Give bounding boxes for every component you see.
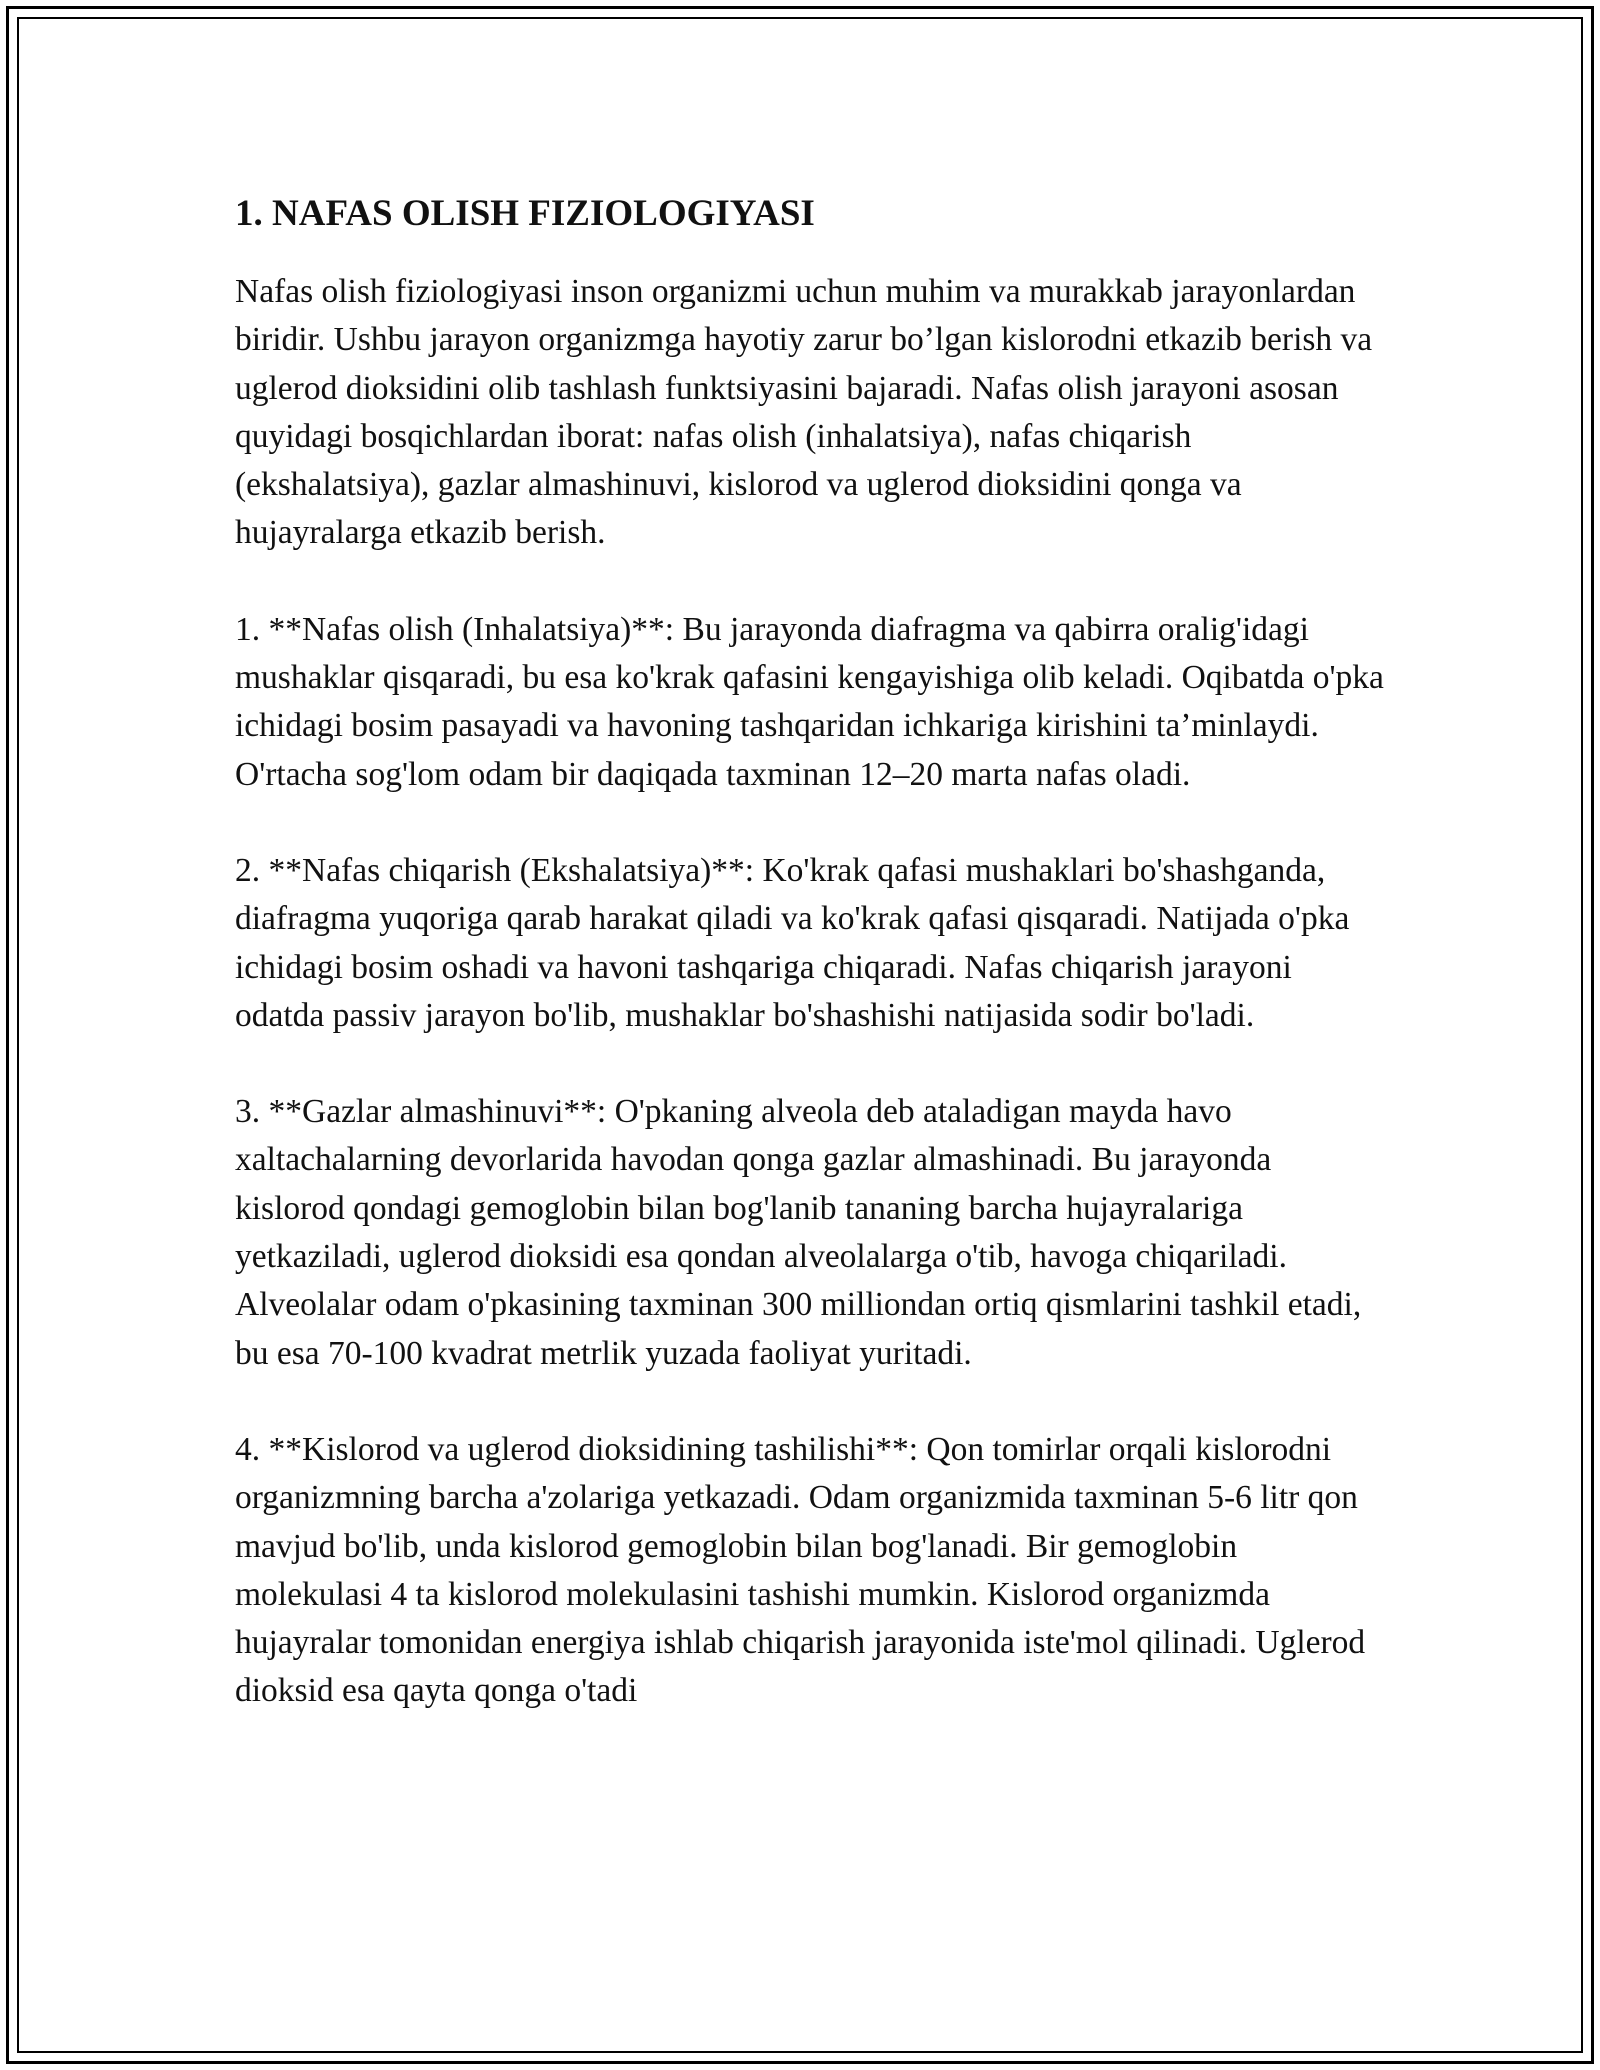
document-title: 1. NAFAS OLISH FIZIOLOGIYASI (235, 193, 815, 234)
paragraph-gas-exchange: 3. **Gazlar almashinuvi**: O'pkaning alveola deb ataladigan mayda havo xaltachalarning devorlarida havodan qonga gazlar almashinadi. Bu jarayonda kislorod qondagi gemoglobin bilan bog'lanib tananing barcha hujayralariga yetkaziladi, uglerod dioksidi esa qondan alveolalarga o'tib, havoga chiqariladi. Alveolalar odam o'pkasining taxminan 300 milliondan ortiq qismlarini tashkil etadi, bu esa 70-100 kvadrat metrlik yuzada faoliyat yuritadi. (235, 1093, 1362, 1372)
paragraph-exhalation: 2. **Nafas chiqarish (Ekshalatsiya)**: Ko'krak qafasi mushaklari bo'shashganda, diafragma yuqoriga qarab harakat qiladi va ko'krak qafasi qisqaradi. Natijada o'pka ichidagi bosim oshadi va havoni tashqariga chiqaradi. Nafas chiqarish jarayoni odatda passiv jarayon bo'lib, mushaklar bo'shashishi natijasida sodir bo'ladi. (235, 851, 1350, 1034)
paragraph-gas-transport: 4. **Kislorod va uglerod dioksidining tashilishi**: Qon tomirlar orqali kislorodni organizmning barcha a'zolariga yetkazadi. Odam organizmida taxminan 5-6 litr qon mavjud bo'lib, unda kislorod gemoglobin bilan bog'lanadi. Bir gemoglobin molekulasi 4 ta kislorod molekulasini tashishi mumkin. Kislorod organizmda hujayralar tomonidan energiya ishlab chiqarish jarayonida iste'mol qilinadi. Uglerod dioksid esa qayta qonga o'tadi (235, 1430, 1366, 1710)
paragraph-inhalation: 1. **Nafas olish (Inhalatsiya)**: Bu jarayonda diafragma va qabirra oralig'idagi mushaklar qisqaradi, bu esa ko'krak qafasini kengayishiga olib keladi. Oqibatda o'pka ichidagi bosim pasayadi va havoning tashqaridan ichkariga kirishini ta’minlaydi. O'rtacha sog'lom odam bir daqiqada taxminan 12–20 marta nafas oladi. (235, 610, 1384, 793)
paragraph-intro: Nafas olish fiziologiyasi inson organizmi uchun muhim va murakkab jarayonlardan biridir. Ushbu jarayon organizmga hayotiy zarur bo’lgan kislorodni etkazib berish va uglerod dioksidini olib tashlash funktsiyasini bajaradi. Nafas olish jarayoni asosan quyidagi bosqichlardan iborat: nafas olish (inhalatsiya), nafas chiqarish (ekshalatsiya), gazlar almashinuvi, kislorod va uglerod dioksidini qonga va hujayralarga etkazib berish. (235, 273, 1373, 552)
document-body (235, 188, 1385, 1716)
